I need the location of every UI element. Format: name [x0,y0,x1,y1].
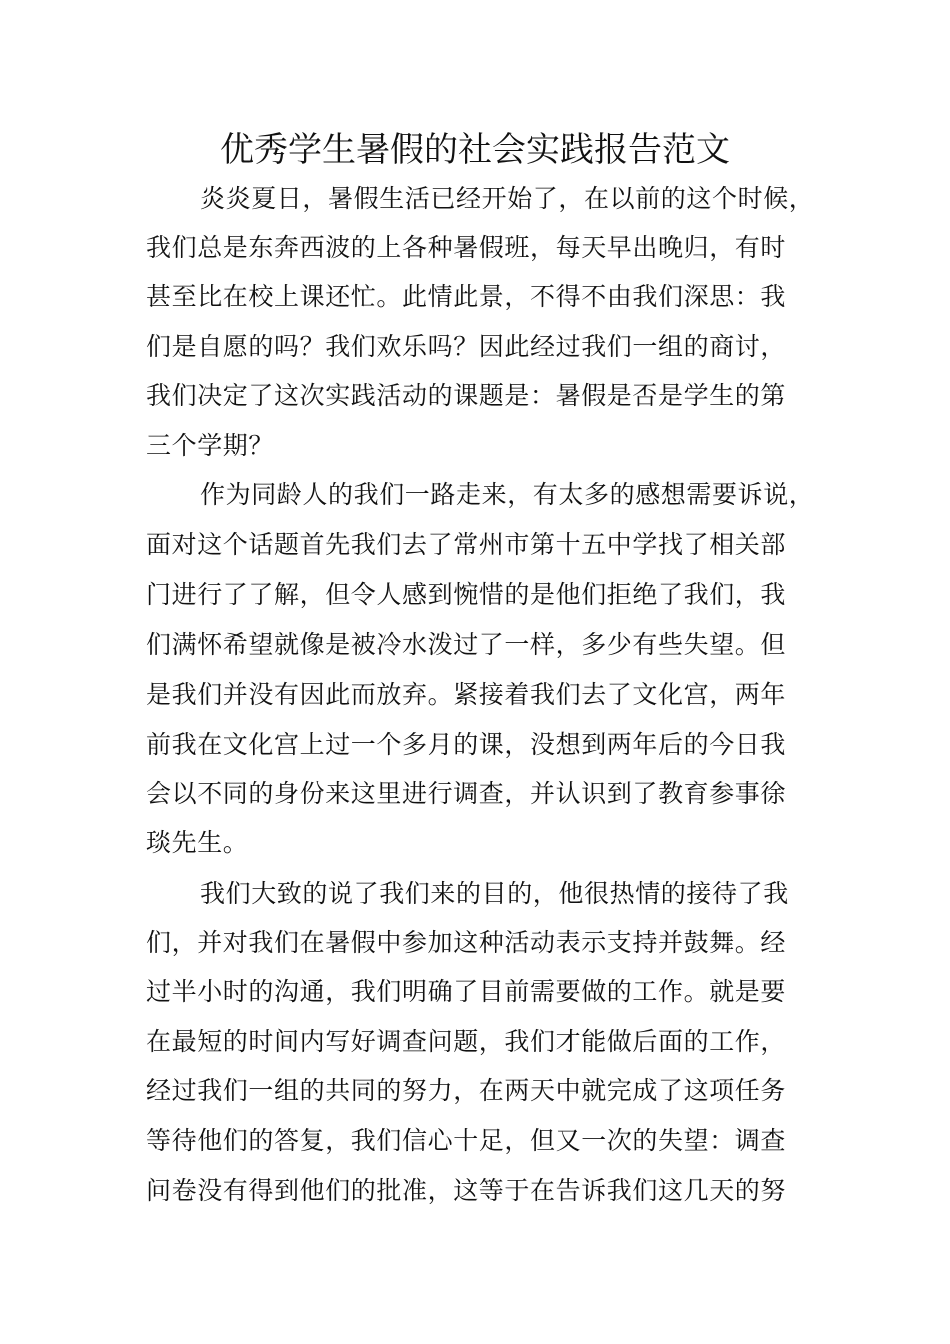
paragraph-1-line-3: 甚至比在校上课还忙。此情此景，不得不由我们深思：我 [146,282,787,311]
paragraph-3-line-5: 经过我们一组的共同的努力，在两天中就完成了这项任务 [146,1076,787,1105]
paragraph-2-line-3: 门进行了了解，但令人感到惋惜的是他们拒绝了我们，我 [146,580,787,609]
paragraph-3-line-4: 在最短的时间内写好调查问题，我们才能做后面的工作， [146,1027,787,1056]
paragraph-2-line-4: 们满怀希望就像是被冷水泼过了一样，多少有些失望。但 [146,630,787,659]
paragraph-2-line-2: 面对这个话题首先我们去了常州市第十五中学找了相关部 [146,530,787,559]
paragraph-2-line-1: 作为同龄人的我们一路走来，有太多的感想需要诉说， [200,480,815,509]
paragraph-3-line-6: 等待他们的答复，我们信心十足，但又一次的失望：调查 [146,1126,787,1155]
paragraph-1-line-6: 三个学期？ [146,431,275,460]
paragraph-3-line-3: 过半小时的沟通，我们明确了目前需要做的工作。就是要 [146,977,787,1006]
paragraph-2-line-5: 是我们并没有因此而放弃。紧接着我们去了文化宫，两年 [146,680,787,709]
paragraph-1-line-2: 我们总是东奔西波的上各种暑假班，每天早出晚归，有时 [146,233,787,262]
document-title: 优秀学生暑假的社会实践报告范文 [220,130,730,170]
paragraph-3-line-2: 们，并对我们在暑假中参加这种活动表示支持并鼓舞。经 [146,928,787,957]
paragraph-2-line-7: 会以不同的身份来这里进行调查，并认识到了教育参事徐 [146,779,787,808]
paragraph-1-line-1: 炎炎夏日，暑假生活已经开始了，在以前的这个时候， [200,184,815,213]
paragraph-1-line-4: 们是自愿的吗？我们欢乐吗？因此经过我们一组的商讨， [146,332,787,361]
paragraph-1-line-5: 我们决定了这次实践活动的课题是：暑假是否是学生的第 [146,381,787,410]
paragraph-2-line-6: 前我在文化宫上过一个多月的课，没想到两年后的今日我 [146,730,787,759]
paragraph-3-line-7: 问卷没有得到他们的批准，这等于在告诉我们这几天的努 [146,1176,787,1205]
paragraph-3-line-1: 我们大致的说了我们来的目的，他很热情的接待了我 [200,879,789,908]
paragraph-2-line-8: 琰先生。 [146,828,249,857]
